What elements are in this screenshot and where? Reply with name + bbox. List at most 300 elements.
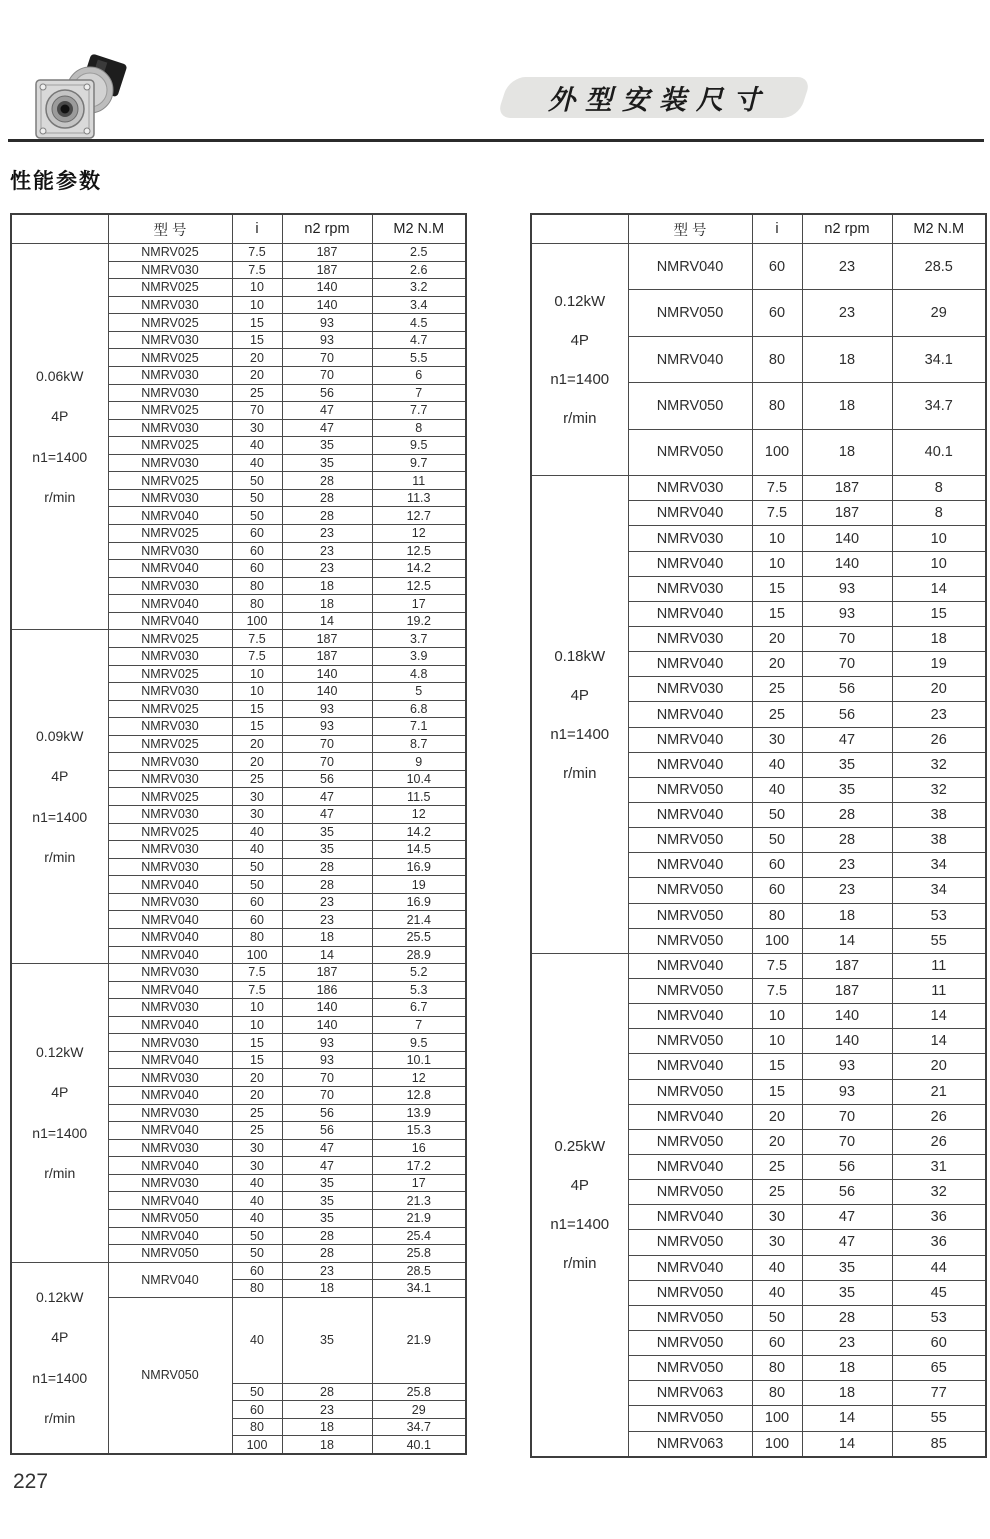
torque-cell: 11 [892,953,986,978]
column-header: n2 rpm [802,214,892,244]
torque-cell: 10.4 [372,770,466,788]
ratio-cell: 100 [232,1436,282,1454]
speed-cell: 56 [282,770,372,788]
model-cell: NMRV040 [108,928,232,946]
ratio-cell: 7.5 [752,501,802,526]
torque-cell: 40.1 [892,429,986,475]
speed-cell: 56 [802,702,892,727]
model-cell: NMRV050 [628,978,752,1003]
torque-cell: 2.6 [372,261,466,279]
model-cell: NMRV040 [108,1016,232,1034]
ratio-cell: 80 [232,577,282,595]
speed-cell: 18 [802,1381,892,1406]
torque-cell: 32 [892,777,986,802]
model-cell: NMRV030 [108,893,232,911]
ratio-cell: 50 [752,1305,802,1330]
speed-cell: 140 [802,551,892,576]
speed-cell: 14 [282,612,372,630]
ratio-cell: 100 [232,612,282,630]
ratio-cell: 15 [752,576,802,601]
model-cell: NMRV030 [108,718,232,736]
torque-cell: 38 [892,803,986,828]
model-cell: NMRV040 [628,752,752,777]
speed-cell: 140 [282,296,372,314]
ratio-cell: 30 [232,788,282,806]
model-cell: NMRV040 [108,1227,232,1245]
ratio-cell: 80 [752,383,802,429]
ratio-cell: 15 [752,601,802,626]
torque-cell: 14 [892,1004,986,1029]
torque-cell: 6 [372,366,466,384]
ratio-cell: 80 [232,1418,282,1436]
ratio-cell: 40 [232,1192,282,1210]
speed-cell: 47 [802,1205,892,1230]
torque-cell: 29 [372,1401,466,1419]
model-cell: NMRV040 [628,702,752,727]
speed-cell: 35 [282,1209,372,1227]
model-cell: NMRV025 [108,402,232,420]
model-cell: NMRV050 [628,383,752,429]
torque-cell: 9.5 [372,1034,466,1052]
torque-cell: 19 [892,652,986,677]
ratio-cell: 60 [752,853,802,878]
ratio-cell: 30 [232,806,282,824]
model-cell: NMRV030 [108,1174,232,1192]
model-cell: NMRV050 [108,1209,232,1227]
model-cell: NMRV025 [108,665,232,683]
torque-cell: 32 [892,1180,986,1205]
speed-cell: 47 [802,1230,892,1255]
ratio-cell: 15 [752,1079,802,1104]
ratio-cell: 7.5 [232,630,282,648]
speed-cell: 187 [282,261,372,279]
group-label-line: n1=1400 [550,1215,610,1233]
speed-cell: 35 [802,1280,892,1305]
group-label-line: r/min [563,764,597,782]
ratio-cell: 25 [232,384,282,402]
title-banner [503,77,805,118]
ratio-cell: 100 [752,928,802,953]
speed-cell: 47 [282,419,372,437]
group-label-line: r/min [44,849,76,866]
torque-cell: 34.7 [892,383,986,429]
speed-cell: 187 [802,501,892,526]
model-cell: NMRV050 [628,1230,752,1255]
group-label-cell [11,244,108,630]
model-cell: NMRV040 [108,1087,232,1105]
ratio-cell: 25 [752,1154,802,1179]
torque-cell: 11.3 [372,489,466,507]
model-cell: NMRV030 [108,577,232,595]
speed-cell: 28 [282,1245,372,1263]
group-label-cell [531,476,628,954]
model-cell: NMRV040 [108,946,232,964]
speed-cell: 35 [282,1174,372,1192]
speed-cell: 35 [282,1192,372,1210]
model-cell: NMRV025 [108,823,232,841]
ratio-cell: 7.5 [232,981,282,999]
torque-cell: 14 [892,1029,986,1054]
ratio-cell: 20 [232,1087,282,1105]
torque-cell: 19.2 [372,612,466,630]
speed-cell: 18 [802,429,892,475]
ratio-cell: 25 [752,677,802,702]
torque-cell: 16 [372,1139,466,1157]
torque-cell: 20 [892,1054,986,1079]
torque-cell: 7.1 [372,718,466,736]
torque-cell: 45 [892,1280,986,1305]
speed-cell: 140 [802,1029,892,1054]
speed-cell: 187 [802,476,892,501]
speed-cell: 18 [282,1280,372,1298]
torque-cell: 34.7 [372,1418,466,1436]
model-cell: NMRV030 [108,1069,232,1087]
model-cell: NMRV040 [628,1104,752,1129]
speed-cell: 18 [802,903,892,928]
speed-cell: 18 [802,336,892,382]
group-label-line: 0.12kW [36,1043,84,1060]
ratio-cell: 40 [752,752,802,777]
column-header [531,214,628,244]
group-label-line: n1=1400 [550,370,610,388]
ratio-cell: 20 [752,1129,802,1154]
torque-cell: 53 [892,1305,986,1330]
torque-cell: 8 [892,476,986,501]
header-divider [8,139,984,142]
group-label-line: n1=1400 [32,1369,88,1386]
torque-cell: 21.3 [372,1192,466,1210]
torque-cell: 3.7 [372,630,466,648]
torque-cell: 31 [892,1154,986,1179]
ratio-cell: 20 [232,366,282,384]
model-cell: NMRV030 [108,647,232,665]
torque-cell: 13.9 [372,1104,466,1122]
model-cell: NMRV030 [108,964,232,982]
speed-cell: 23 [802,1330,892,1355]
model-cell: NMRV040 [628,1255,752,1280]
speed-cell: 18 [282,1436,372,1454]
model-cell: NMRV030 [108,1034,232,1052]
ratio-cell: 30 [232,1157,282,1175]
column-header: n2 rpm [282,214,372,244]
banner-title: 外型安装尺寸 [548,85,770,115]
model-cell: NMRV050 [628,903,752,928]
torque-cell: 17.2 [372,1157,466,1175]
speed-cell: 47 [282,1157,372,1175]
torque-cell: 14.2 [372,823,466,841]
torque-cell: 28.5 [372,1262,466,1280]
ratio-cell: 100 [752,429,802,475]
model-cell: NMRV040 [628,1004,752,1029]
ratio-cell: 40 [232,1297,282,1383]
model-cell: NMRV030 [108,858,232,876]
torque-cell: 12.8 [372,1087,466,1105]
torque-cell: 85 [892,1431,986,1457]
speed-cell: 47 [282,402,372,420]
ratio-cell: 10 [232,999,282,1017]
model-cell: NMRV050 [628,928,752,953]
ratio-cell: 50 [232,1245,282,1263]
speed-cell: 56 [282,384,372,402]
speed-cell: 140 [282,279,372,297]
model-cell: NMRV030 [628,576,752,601]
torque-cell: 25.8 [372,1245,466,1263]
torque-cell: 16.9 [372,858,466,876]
speed-cell: 187 [282,964,372,982]
group-label-cell [11,630,108,964]
torque-cell: 38 [892,828,986,853]
torque-cell: 4.7 [372,331,466,349]
speed-cell: 23 [802,853,892,878]
group-label-line: 0.12kW [36,1288,84,1305]
torque-cell: 14.2 [372,560,466,578]
model-cell: NMRV050 [628,828,752,853]
speed-cell: 187 [282,630,372,648]
torque-cell: 34.1 [372,1280,466,1298]
speed-cell: 28 [282,507,372,525]
speed-cell: 70 [282,366,372,384]
ratio-cell: 25 [232,1122,282,1140]
torque-cell: 5.5 [372,349,466,367]
speed-cell: 18 [282,595,372,613]
ratio-cell: 10 [752,526,802,551]
torque-cell: 44 [892,1255,986,1280]
table-row [11,244,466,262]
model-cell: NMRV040 [108,595,232,613]
model-cell: NMRV050 [628,1129,752,1154]
model-cell: NMRV030 [628,476,752,501]
model-cell: NMRV025 [108,244,232,262]
speed-cell: 28 [802,828,892,853]
ratio-cell: 60 [752,1330,802,1355]
speed-cell: 47 [282,1139,372,1157]
speed-cell: 28 [282,1227,372,1245]
speed-cell: 18 [282,928,372,946]
ratio-cell: 60 [232,560,282,578]
column-header: M2 N.M [372,214,466,244]
ratio-cell: 40 [232,454,282,472]
header-row [11,214,466,244]
speed-cell: 28 [802,1305,892,1330]
torque-cell: 12 [372,806,466,824]
column-header [11,214,108,244]
speed-cell: 23 [802,244,892,290]
model-cell: NMRV040 [628,853,752,878]
ratio-cell: 80 [232,928,282,946]
ratio-cell: 20 [752,627,802,652]
ratio-cell: 15 [232,1034,282,1052]
speed-cell: 18 [802,1356,892,1381]
speed-cell: 35 [282,1297,372,1383]
torque-cell: 28.5 [892,244,986,290]
torque-cell: 29 [892,290,986,336]
model-cell: NMRV040 [628,652,752,677]
torque-cell: 12.7 [372,507,466,525]
torque-cell: 11 [892,978,986,1003]
speed-cell: 187 [802,953,892,978]
ratio-cell: 20 [232,1069,282,1087]
torque-cell: 26 [892,1129,986,1154]
model-cell: NMRV030 [108,999,232,1017]
speed-cell: 93 [282,1051,372,1069]
model-cell: NMRV040 [108,1122,232,1140]
ratio-cell: 15 [232,331,282,349]
ratio-cell: 60 [232,1401,282,1419]
ratio-cell: 10 [232,665,282,683]
group-label-line: 4P [570,331,589,349]
torque-cell: 53 [892,903,986,928]
torque-cell: 11 [372,472,466,490]
group-label-line: 4P [570,686,589,704]
ratio-cell: 30 [232,1139,282,1157]
speed-cell: 28 [282,858,372,876]
ratio-cell: 15 [232,718,282,736]
torque-cell: 4.5 [372,314,466,332]
group-label-line: n1=1400 [550,725,610,743]
model-cell: NMRV040 [108,560,232,578]
performance-table-left-grid [10,213,467,1455]
column-header: M2 N.M [892,214,986,244]
ratio-cell: 80 [232,595,282,613]
speed-cell: 18 [802,383,892,429]
model-cell: NMRV050 [628,429,752,475]
ratio-cell: 60 [752,290,802,336]
group-label-line: r/min [44,489,76,506]
group-label-line: r/min [563,1254,597,1272]
torque-cell: 20 [892,677,986,702]
torque-cell: 7 [372,384,466,402]
model-cell: NMRV050 [628,1280,752,1305]
ratio-cell: 15 [232,314,282,332]
model-cell: NMRV040 [628,1205,752,1230]
ratio-cell: 50 [232,1383,282,1401]
model-cell: NMRV040 [108,876,232,894]
torque-cell: 17 [372,1174,466,1192]
model-cell: NMRV040 [108,507,232,525]
speed-cell: 28 [282,1383,372,1401]
torque-cell: 16.9 [372,893,466,911]
ratio-cell: 20 [232,349,282,367]
speed-cell: 93 [802,1079,892,1104]
torque-cell: 25.8 [372,1383,466,1401]
model-cell: NMRV040 [628,501,752,526]
ratio-cell: 50 [752,828,802,853]
ratio-cell: 60 [752,878,802,903]
model-cell: NMRV030 [108,841,232,859]
group-label-line: n1=1400 [32,1124,88,1141]
model-cell: NMRV030 [108,1104,232,1122]
ratio-cell: 50 [752,803,802,828]
speed-cell: 93 [282,700,372,718]
ratio-cell: 100 [752,1431,802,1457]
ratio-cell: 25 [232,770,282,788]
ratio-cell: 40 [752,1255,802,1280]
ratio-cell: 40 [232,1174,282,1192]
group-label-line: r/min [563,409,597,427]
ratio-cell: 100 [232,946,282,964]
speed-cell: 23 [282,911,372,929]
group-label-line: 4P [51,1329,69,1346]
table-row [531,476,986,501]
ratio-cell: 15 [232,700,282,718]
ratio-cell: 30 [752,1205,802,1230]
model-cell: NMRV030 [108,261,232,279]
model-cell: NMRV050 [628,1330,752,1355]
model-cell: NMRV025 [108,735,232,753]
speed-cell: 70 [802,1104,892,1129]
group-label-line: 4P [570,1176,589,1194]
torque-cell: 7.7 [372,402,466,420]
ratio-cell: 20 [232,753,282,771]
ratio-cell: 80 [752,336,802,382]
ratio-cell: 40 [752,777,802,802]
header-row [531,214,986,244]
model-cell: NMRV050 [628,1079,752,1104]
speed-cell: 23 [282,1401,372,1419]
model-cell: NMRV040 [108,911,232,929]
speed-cell: 93 [802,1054,892,1079]
model-cell: NMRV040 [628,1154,752,1179]
torque-cell: 5.3 [372,981,466,999]
ratio-cell: 50 [232,1227,282,1245]
column-header: 型 号 [108,214,232,244]
torque-cell: 19 [372,876,466,894]
ratio-cell: 25 [752,1180,802,1205]
product-photo [33,50,128,142]
torque-cell: 9.7 [372,454,466,472]
ratio-cell: 50 [232,858,282,876]
model-cell: NMRV030 [108,454,232,472]
ratio-cell: 20 [232,735,282,753]
torque-cell: 21.9 [372,1297,466,1383]
speed-cell: 70 [282,1069,372,1087]
model-cell: NMRV050 [628,777,752,802]
speed-cell: 23 [282,560,372,578]
group-label-line: 4P [51,1084,69,1101]
model-cell: NMRV025 [108,314,232,332]
speed-cell: 187 [282,244,372,262]
speed-cell: 56 [282,1104,372,1122]
table-row [11,1262,466,1280]
model-cell: NMRV030 [108,296,232,314]
model-cell: NMRV063 [628,1381,752,1406]
performance-table-left [10,213,465,1455]
table-row [531,244,986,290]
group-label-line: 0.06kW [36,367,84,384]
speed-cell: 14 [802,1406,892,1431]
torque-cell: 6.7 [372,999,466,1017]
torque-cell: 23 [892,702,986,727]
ratio-cell: 30 [752,727,802,752]
torque-cell: 12 [372,525,466,543]
speed-cell: 23 [282,1262,372,1280]
ratio-cell: 7.5 [752,978,802,1003]
speed-cell: 70 [282,1087,372,1105]
torque-cell: 14.5 [372,841,466,859]
ratio-cell: 40 [232,823,282,841]
model-cell: NMRV030 [108,489,232,507]
torque-cell: 77 [892,1381,986,1406]
model-cell: NMRV040 [108,1051,232,1069]
model-cell: NMRV050 [628,1305,752,1330]
model-cell: NMRV030 [108,366,232,384]
speed-cell: 70 [282,735,372,753]
performance-table-right [530,213,985,1458]
speed-cell: 47 [282,788,372,806]
ratio-cell: 7.5 [752,953,802,978]
speed-cell: 47 [282,806,372,824]
ratio-cell: 80 [752,903,802,928]
